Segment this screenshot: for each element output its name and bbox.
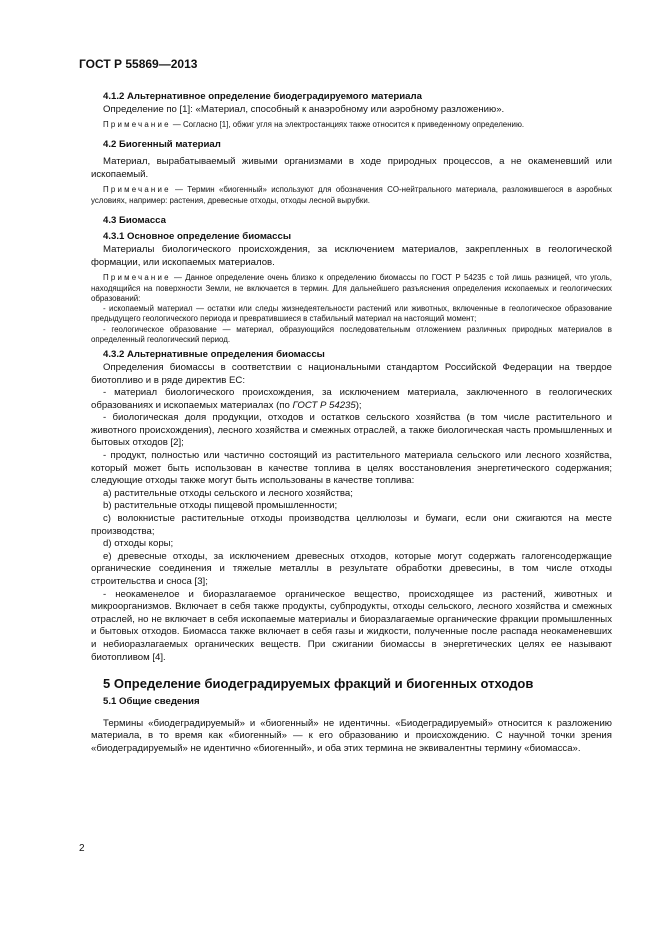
- sub-list-item: e) древесные отходы, за исключением древесных отходов, которые могут содержать галогенсодержащие органические соединения и тяжелые металлы в результате обработки древесины, в том числе отходы строительства и сноса [3];: [91, 550, 612, 587]
- list-item: [91, 387, 612, 412]
- list-item: - биологическая доля продукции, отходов и остатков сельского хозяйства (в том числе растительного и животного происхождения), лесного хозяйства и смежных отраслей, а также биологическая часть промышленных и бытовых отходов [2];: [91, 412, 612, 449]
- section-5-1-title: 5.1 Общие сведения: [103, 696, 200, 708]
- sub-list-item: d) отходы коры;: [103, 538, 174, 550]
- section-4-3-title: 4.3 Биомасса: [103, 214, 166, 226]
- section-4-1-2-note: [91, 120, 612, 130]
- section-4-2-note: [91, 185, 612, 206]
- note-text: — Согласно [1], обжиг угля на электростанциях также относится к приведенному определению.: [170, 120, 525, 130]
- note-label: Примечание: [103, 120, 171, 130]
- list-item: - продукт, полностью или частично состоящий из растительного материала сельского или лесного хозяйства, который может быть использован в качестве топлива в целях восстановления энергетического содержания; следующие отходы также могут быть использованы в качестве топлива:: [91, 450, 612, 487]
- sub-list-item: c) волокнистые растительные отходы производства целлюлозы и бумаги, если они сжигаются на месте производства;: [91, 513, 612, 537]
- page-header: ГОСТ Р 55869—2013: [79, 57, 198, 71]
- section-4-2-title: 4.2 Биогенный материал: [103, 139, 221, 151]
- section-5-1-text: Термины «биодеградируемый» и «биогенный» не идентичны. «Биодеградируемый» относится к разложению материала, в то время как «биогенный» — к его образованию и происхождению. С научной точки зрения «биодеградируемый» не идентично «биогенный», и оба этих термина не эквивалентны термину «биомасса».: [91, 717, 612, 754]
- list-item: - неокаменелое и биоразлагаемое органическое вещество, происходящее из растений, животных и микроорганизмов. Включает в себя также продукты, субпродукты, отходы сельского, лесного хозяйства и смежных отраслей, но не включает в себя ископаемые материалы и биоразлагаемые органические фракции промышленных и бытовых отходов. Биомасса также включает в себя газы и жидкости, полученные после распада неокаменевших и небиоразлагаемых органических веществ. При сжигании биомассы в энергетических целях ее называют биотопливом [4].: [91, 588, 612, 663]
- sub-list-item: a) растительные отходы сельского и лесного хозяйства;: [103, 487, 353, 499]
- section-4-1-2-text: Определение по [1]: «Материал, способный к анаэробному или аэробному разложению».: [103, 103, 505, 115]
- section-4-3-2-intro: Определения биомассы в соответствии с национальными стандартом Российской Федерации на твердое биотопливо и в ряде директив ЕС:: [91, 361, 612, 386]
- list-item-text: );: [355, 399, 362, 411]
- section-4-3-1-note: [91, 273, 612, 304]
- sub-list-item: b) растительные отходы пищевой промышленности;: [103, 500, 338, 512]
- page-content: [91, 91, 612, 756]
- section-4-3-1-title: 4.3.1 Основное определение биомассы: [103, 231, 292, 243]
- section-4-3-2-title: 4.3.2 Альтернативные определения биомассы: [103, 349, 325, 361]
- section-4-3-1-text: Материалы биологического происхождения, за исключением материалов, закрепленных в геологической формации, или ископаемых материалов.: [91, 244, 612, 268]
- list-item-text: - материал биологического происхождения, за исключением материала, заключенного в геологических образованиях и ископаемых материалах (по: [91, 387, 612, 411]
- note-text: — Термин «биогенный» используют для обозначения CO-нейтрального материала, разложившегося в аэробных условиях, например: растения, древесные отходы, отходы лесной вырубки.: [91, 185, 612, 205]
- page-number: 2: [79, 843, 85, 854]
- note-label: Примечание: [103, 185, 171, 195]
- standard-reference: ГОСТ Р 54235: [292, 399, 356, 411]
- section-4-3-1-note-item: - геологическое образование — материал, образующийся последовательным отложением различных природных материалов в определенный геологический период.: [91, 324, 612, 345]
- note-text: — Данное определение очень близко к определению биомассы по ГОСТ Р 54235 с той лишь разницей, что уголь, находящийся на поверхности Земли, не включается в термин. Для дальнейшего разъяснения определения ископаемых и геологических образований:: [91, 273, 612, 303]
- section-5-title: 5 Определение биодеградируемых фракций и биогенных отходов: [103, 676, 534, 692]
- section-4-1-2-title: 4.1.2 Альтернативное определение биодеградируемого материала: [103, 91, 422, 102]
- note-label: Примечание: [103, 273, 171, 283]
- section-4-3-1-note-item: - ископаемый материал — остатки или следы жизнедеятельности растений или животных, включенные в геологическое образование предыдущего геологического периода и превратившиеся в стабильный материал на настоящий момент;: [91, 304, 612, 324]
- section-4-2-text: Материал, вырабатываемый живыми организмами в ходе природных процессов, а не окаменевший или ископаемый.: [91, 156, 612, 180]
